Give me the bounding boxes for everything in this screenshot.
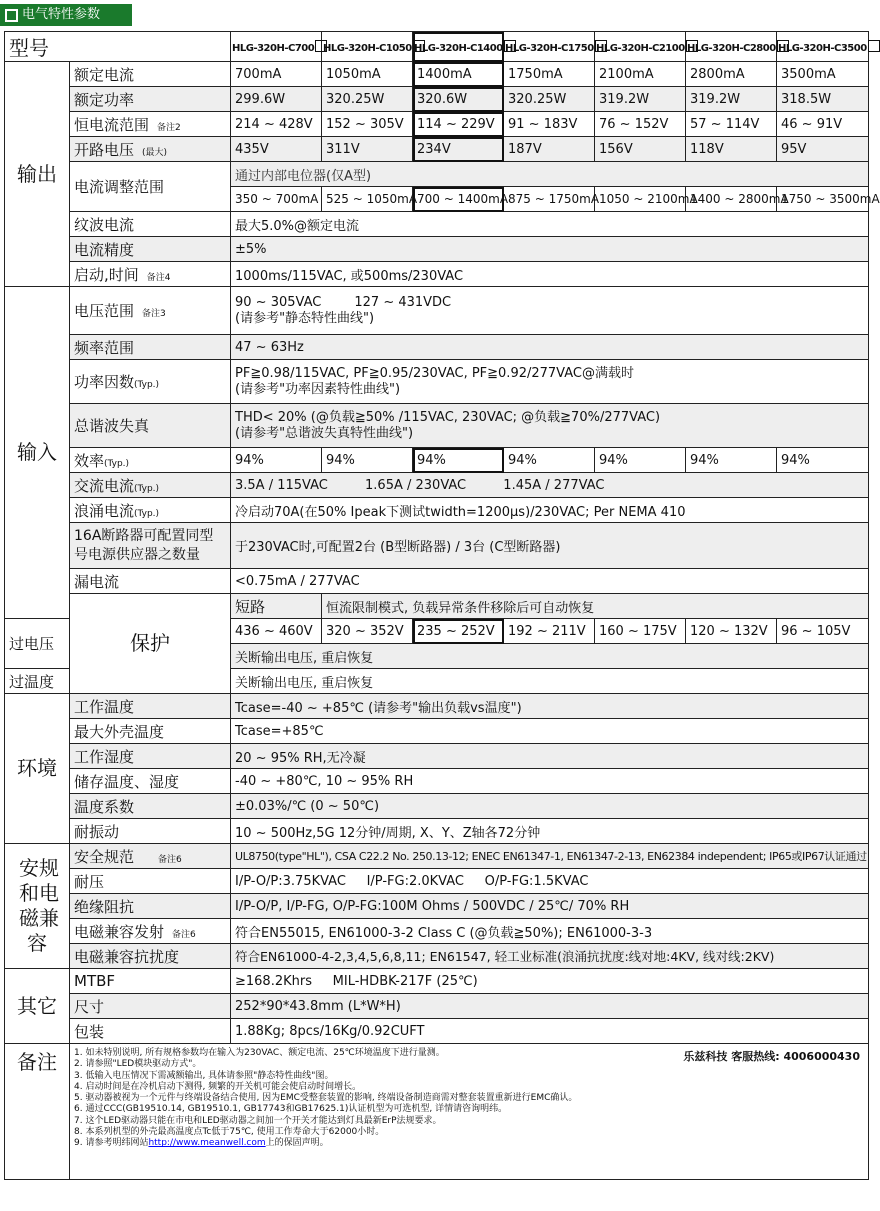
value-cell: 187V xyxy=(504,137,595,162)
value-cell: 94% xyxy=(413,448,504,473)
note-item: 6. 通过CCC(GB19510.14, GB19510.1, GB17743和GB17625.1)认证机型为可选机型, 详情请咨询明纬。 xyxy=(74,1104,508,1115)
row-label: 温度系数 xyxy=(70,794,231,819)
row-label: 耐振动 xyxy=(70,819,231,844)
value-cell: 875 ~ 1750mA xyxy=(504,187,595,212)
model-cell: HLG-320H-C2100 xyxy=(595,32,686,62)
model-cell: HLG-320H-C1400 xyxy=(413,32,504,62)
row-label: 16A断路器可配置同型号电源供应器之数量 xyxy=(70,523,231,569)
value-cell: 1400 ~ 2800mA xyxy=(686,187,777,212)
value-cell: 114 ~ 229V xyxy=(413,112,504,137)
value-cell: 1000ms/115VAC, 或500ms/230VAC xyxy=(231,262,869,287)
section-header xyxy=(0,4,132,26)
row-label: 过电压 xyxy=(5,619,70,669)
category-safety: 安规 和电 磁兼 容 xyxy=(5,844,70,969)
row-label: 额定电流 xyxy=(70,62,231,87)
value-cell: 46 ~ 91V xyxy=(777,112,869,137)
row-label: 功率因数(Typ.) xyxy=(70,360,231,404)
value-cell: 94% xyxy=(231,448,322,473)
note-item: 5. 驱动器被视为一个元件与终端设备结合使用, 因为EMC受整套装置的影响, 终端设备制造商需对整套装置重新进行EMC确认。 xyxy=(74,1093,578,1104)
row-label: 启动,时间 备注4 xyxy=(70,262,231,287)
row-label: 漏电流 xyxy=(70,569,231,594)
row-label: 尺寸 xyxy=(70,994,231,1019)
row-label: 浪涌电流(Typ.) xyxy=(70,498,231,523)
category-notes: 备注 xyxy=(5,1044,70,1180)
category-others: 其它 xyxy=(5,969,70,1044)
value-cell: 436 ~ 460V xyxy=(231,619,322,644)
value-cell: 关断输出电压, 重启恢复 xyxy=(231,669,869,694)
value-cell: I/P-O/P:3.75KVAC I/P-FG:2.0KVAC O/P-FG:1.5KVAC xyxy=(231,869,869,894)
value-cell: 311V xyxy=(322,137,413,162)
value-cell: 299.6W xyxy=(231,87,322,112)
value-cell: 318.5W xyxy=(777,87,869,112)
note-item: 7. 这个LED驱动器只能在市电和LED驱动器之间加一个开关才能达到灯具最新ErP法规要求。 xyxy=(74,1115,442,1126)
value-cell: 符合EN55015, EN61000-3-2 Class C (@负载≧50%); EN61000-3-3 xyxy=(231,919,869,944)
value-cell: 320.25W xyxy=(322,87,413,112)
row-label: 储存温度、湿度 xyxy=(70,769,231,794)
row-label: 绝缘阻抗 xyxy=(70,894,231,919)
value-cell: 320.25W xyxy=(504,87,595,112)
value-cell: 435V xyxy=(231,137,322,162)
note-item: 4. 启动时间是在冷机启动下测得, 频繁的开关机可能会使启动时间增长。 xyxy=(74,1081,362,1092)
value-cell: 160 ~ 175V xyxy=(595,619,686,644)
value-cell: 95V xyxy=(777,137,869,162)
value-cell: 1.88Kg; 8pcs/16Kg/0.92CUFT xyxy=(231,1019,869,1044)
row-label: 过温度 xyxy=(5,669,70,694)
value-cell: I/P-O/P, I/P-FG, O/P-FG:100M Ohms / 500VDC / 25℃/ 70% RH xyxy=(231,894,869,919)
value-cell: 1400mA xyxy=(413,62,504,87)
row-label: 频率范围 xyxy=(70,335,231,360)
value-cell: 57 ~ 114V xyxy=(686,112,777,137)
category-protection: 保护 xyxy=(70,594,231,694)
value-cell: Tcase=+85℃ xyxy=(231,719,869,744)
value-cell: UL8750(type"HL"), CSA C22.2 No. 250.13-12; ENEC EN61347-1, EN61347-2-13, EN62384 independent; IP65或IP67认证通过 xyxy=(231,844,869,869)
value-cell: 94% xyxy=(595,448,686,473)
note-item: 8. 本系列机型的外壳最高温度点Tc低于75℃, 使用工作寿命大于62000小时。 xyxy=(74,1127,385,1138)
hotline-text: 乐兹科技 客服热线: 4006000430 xyxy=(683,1050,860,1063)
model-cell: HLG-320H-C1050 xyxy=(322,32,413,62)
row-label: 开路电压 (最大) xyxy=(70,137,231,162)
value-cell: 192 ~ 211V xyxy=(504,619,595,644)
value-cell: 1050mA xyxy=(322,62,413,87)
value-cell: 2100mA xyxy=(595,62,686,87)
value-cell: 76 ~ 152V xyxy=(595,112,686,137)
value-cell: 700 ~ 1400mA xyxy=(413,187,504,212)
value-cell: 96 ~ 105V xyxy=(777,619,869,644)
value-cell: ±0.03%/℃ (0 ~ 50℃) xyxy=(231,794,869,819)
value-cell: 350 ~ 700mA xyxy=(231,187,322,212)
row-label: 最大外壳温度 xyxy=(70,719,231,744)
value-cell: ≥168.2Khrs MIL-HDBK-217F (25℃) xyxy=(231,969,869,994)
value-cell: 94% xyxy=(322,448,413,473)
website-link[interactable]: http://www.meanwell.com xyxy=(148,1138,266,1149)
value-cell: 90 ~ 305VAC 127 ~ 431VDC (请参考"静态特性曲线") xyxy=(231,287,869,335)
value-cell: 94% xyxy=(686,448,777,473)
model-cell: HLG-320H-C700 xyxy=(231,32,322,62)
value-cell: 252*90*43.8mm (L*W*H) xyxy=(231,994,869,1019)
row-label: 电流精度 xyxy=(70,237,231,262)
row-label: 恒电流范围 备注2 xyxy=(70,112,231,137)
value-cell: 94% xyxy=(504,448,595,473)
notes-block xyxy=(70,1044,869,1180)
row-label: 安全规范 备注6 xyxy=(70,844,231,869)
value-cell: 214 ~ 428V xyxy=(231,112,322,137)
value-cell: 符合EN61000-4-2,3,4,5,6,8,11; EN61547, 轻工业标准(浪涌抗扰度:线对地:4KV, 线对线:2KV) xyxy=(231,944,869,969)
value-cell: 320.6W xyxy=(413,87,504,112)
value-cell: 118V xyxy=(686,137,777,162)
value-cell: 冷启动70A(在50% Ipeak下测试twidth=1200µs)/230VAC; Per NEMA 410 xyxy=(231,498,869,523)
category-environment: 环境 xyxy=(5,694,70,844)
value-cell: -40 ~ +80℃, 10 ~ 95% RH xyxy=(231,769,869,794)
value-cell: Tcase=-40 ~ +85℃ (请参考"输出负载vs温度") xyxy=(231,694,869,719)
checkbox-icon xyxy=(868,40,880,52)
category-output: 输出 xyxy=(5,62,70,287)
value-cell: 47 ~ 63Hz xyxy=(231,335,869,360)
row-label: 交流电流(Typ.) xyxy=(70,473,231,498)
note-item: 3. 低输入电压情况下需减额输出, 具体请参照"静态特性曲线"图。 xyxy=(74,1070,334,1081)
row-label: 总谐波失真 xyxy=(70,404,231,448)
value-cell: THD< 20% (@负载≧50% /115VAC, 230VAC; @负载≧70%/277VAC) (请参考"总谐波失真特性曲线") xyxy=(231,404,869,448)
model-cell: HLG-320H-C1750 xyxy=(504,32,595,62)
value-cell: ±5% xyxy=(231,237,869,262)
value-cell: <0.75mA / 277VAC xyxy=(231,569,869,594)
value-cell: 3.5A / 115VAC 1.65A / 230VAC 1.45A / 277VAC xyxy=(231,473,869,498)
value-cell: 恒流限制模式, 负载异常条件移除后可自动恢复 xyxy=(322,594,869,619)
value-cell: 120 ~ 132V xyxy=(686,619,777,644)
row-label: 纹波电流 xyxy=(70,212,231,237)
value-cell: 3500mA xyxy=(777,62,869,87)
row-label: 包装 xyxy=(70,1019,231,1044)
note-item: 9. 请参考明纬网站http://www.meanwell.com上的保固声明。 xyxy=(74,1138,329,1149)
row-label: 电流调整范围 xyxy=(70,162,231,212)
note-item: 2. 请参照"LED模块驱动方式"。 xyxy=(74,1059,202,1070)
value-cell: 94% xyxy=(777,448,869,473)
value-cell: PF≧0.98/115VAC, PF≧0.95/230VAC, PF≧0.92/277VAC@满载时 (请参考"功率因素特性曲线") xyxy=(231,360,869,404)
model-cell: HLG-320H-C3500 xyxy=(777,32,869,62)
value-cell: 235 ~ 252V xyxy=(413,619,504,644)
square-icon xyxy=(5,9,18,22)
row-label: 工作湿度 xyxy=(70,744,231,769)
value-cell: 319.2W xyxy=(595,87,686,112)
row-label: 电磁兼容发射 备注6 xyxy=(70,919,231,944)
value-cell: 最大5.0%@额定电流 xyxy=(231,212,869,237)
value-cell: 1750mA xyxy=(504,62,595,87)
row-label: 电压范围 备注3 xyxy=(70,287,231,335)
row-label: 工作温度 xyxy=(70,694,231,719)
value-cell: 319.2W xyxy=(686,87,777,112)
row-label: 额定功率 xyxy=(70,87,231,112)
note-item: 1. 如未特别说明, 所有规格参数均在输入为230VAC、额定电流、25℃环境温度下进行量测。 xyxy=(74,1048,445,1058)
value-cell: 234V xyxy=(413,137,504,162)
row-label: 效率(Typ.) xyxy=(70,448,231,473)
value-cell: 通过内部电位器(仅A型) xyxy=(231,162,869,187)
value-cell: 156V xyxy=(595,137,686,162)
model-cell: HLG-320H-C2800 xyxy=(686,32,777,62)
value-cell: 于230VAC时,可配置2台 (B型断路器) / 3台 (C型断路器) xyxy=(231,523,869,569)
section-title: 电气特性参数 xyxy=(22,7,101,22)
value-cell: 2800mA xyxy=(686,62,777,87)
row-label: MTBF xyxy=(70,969,231,994)
model-label: 型号 xyxy=(5,32,231,62)
row-label: 电磁兼容抗扰度 xyxy=(70,944,231,969)
value-cell: 320 ~ 352V xyxy=(322,619,413,644)
row-label: 耐压 xyxy=(70,869,231,894)
value-cell: 20 ~ 95% RH,无冷凝 xyxy=(231,744,869,769)
value-cell: 525 ~ 1050mA xyxy=(322,187,413,212)
row-label: 短路 xyxy=(231,594,322,619)
spec-table xyxy=(4,31,880,1180)
value-cell: 1050 ~ 2100mA xyxy=(595,187,686,212)
value-cell: 10 ~ 500Hz,5G 12分钟/周期, X、Y、Z轴各72分钟 xyxy=(231,819,869,844)
value-cell: 700mA xyxy=(231,62,322,87)
value-cell: 关断输出电压, 重启恢复 xyxy=(231,644,869,669)
category-input: 输入 xyxy=(5,287,70,619)
value-cell: 91 ~ 183V xyxy=(504,112,595,137)
value-cell: 1750 ~ 3500mA xyxy=(777,187,869,212)
value-cell: 152 ~ 305V xyxy=(322,112,413,137)
